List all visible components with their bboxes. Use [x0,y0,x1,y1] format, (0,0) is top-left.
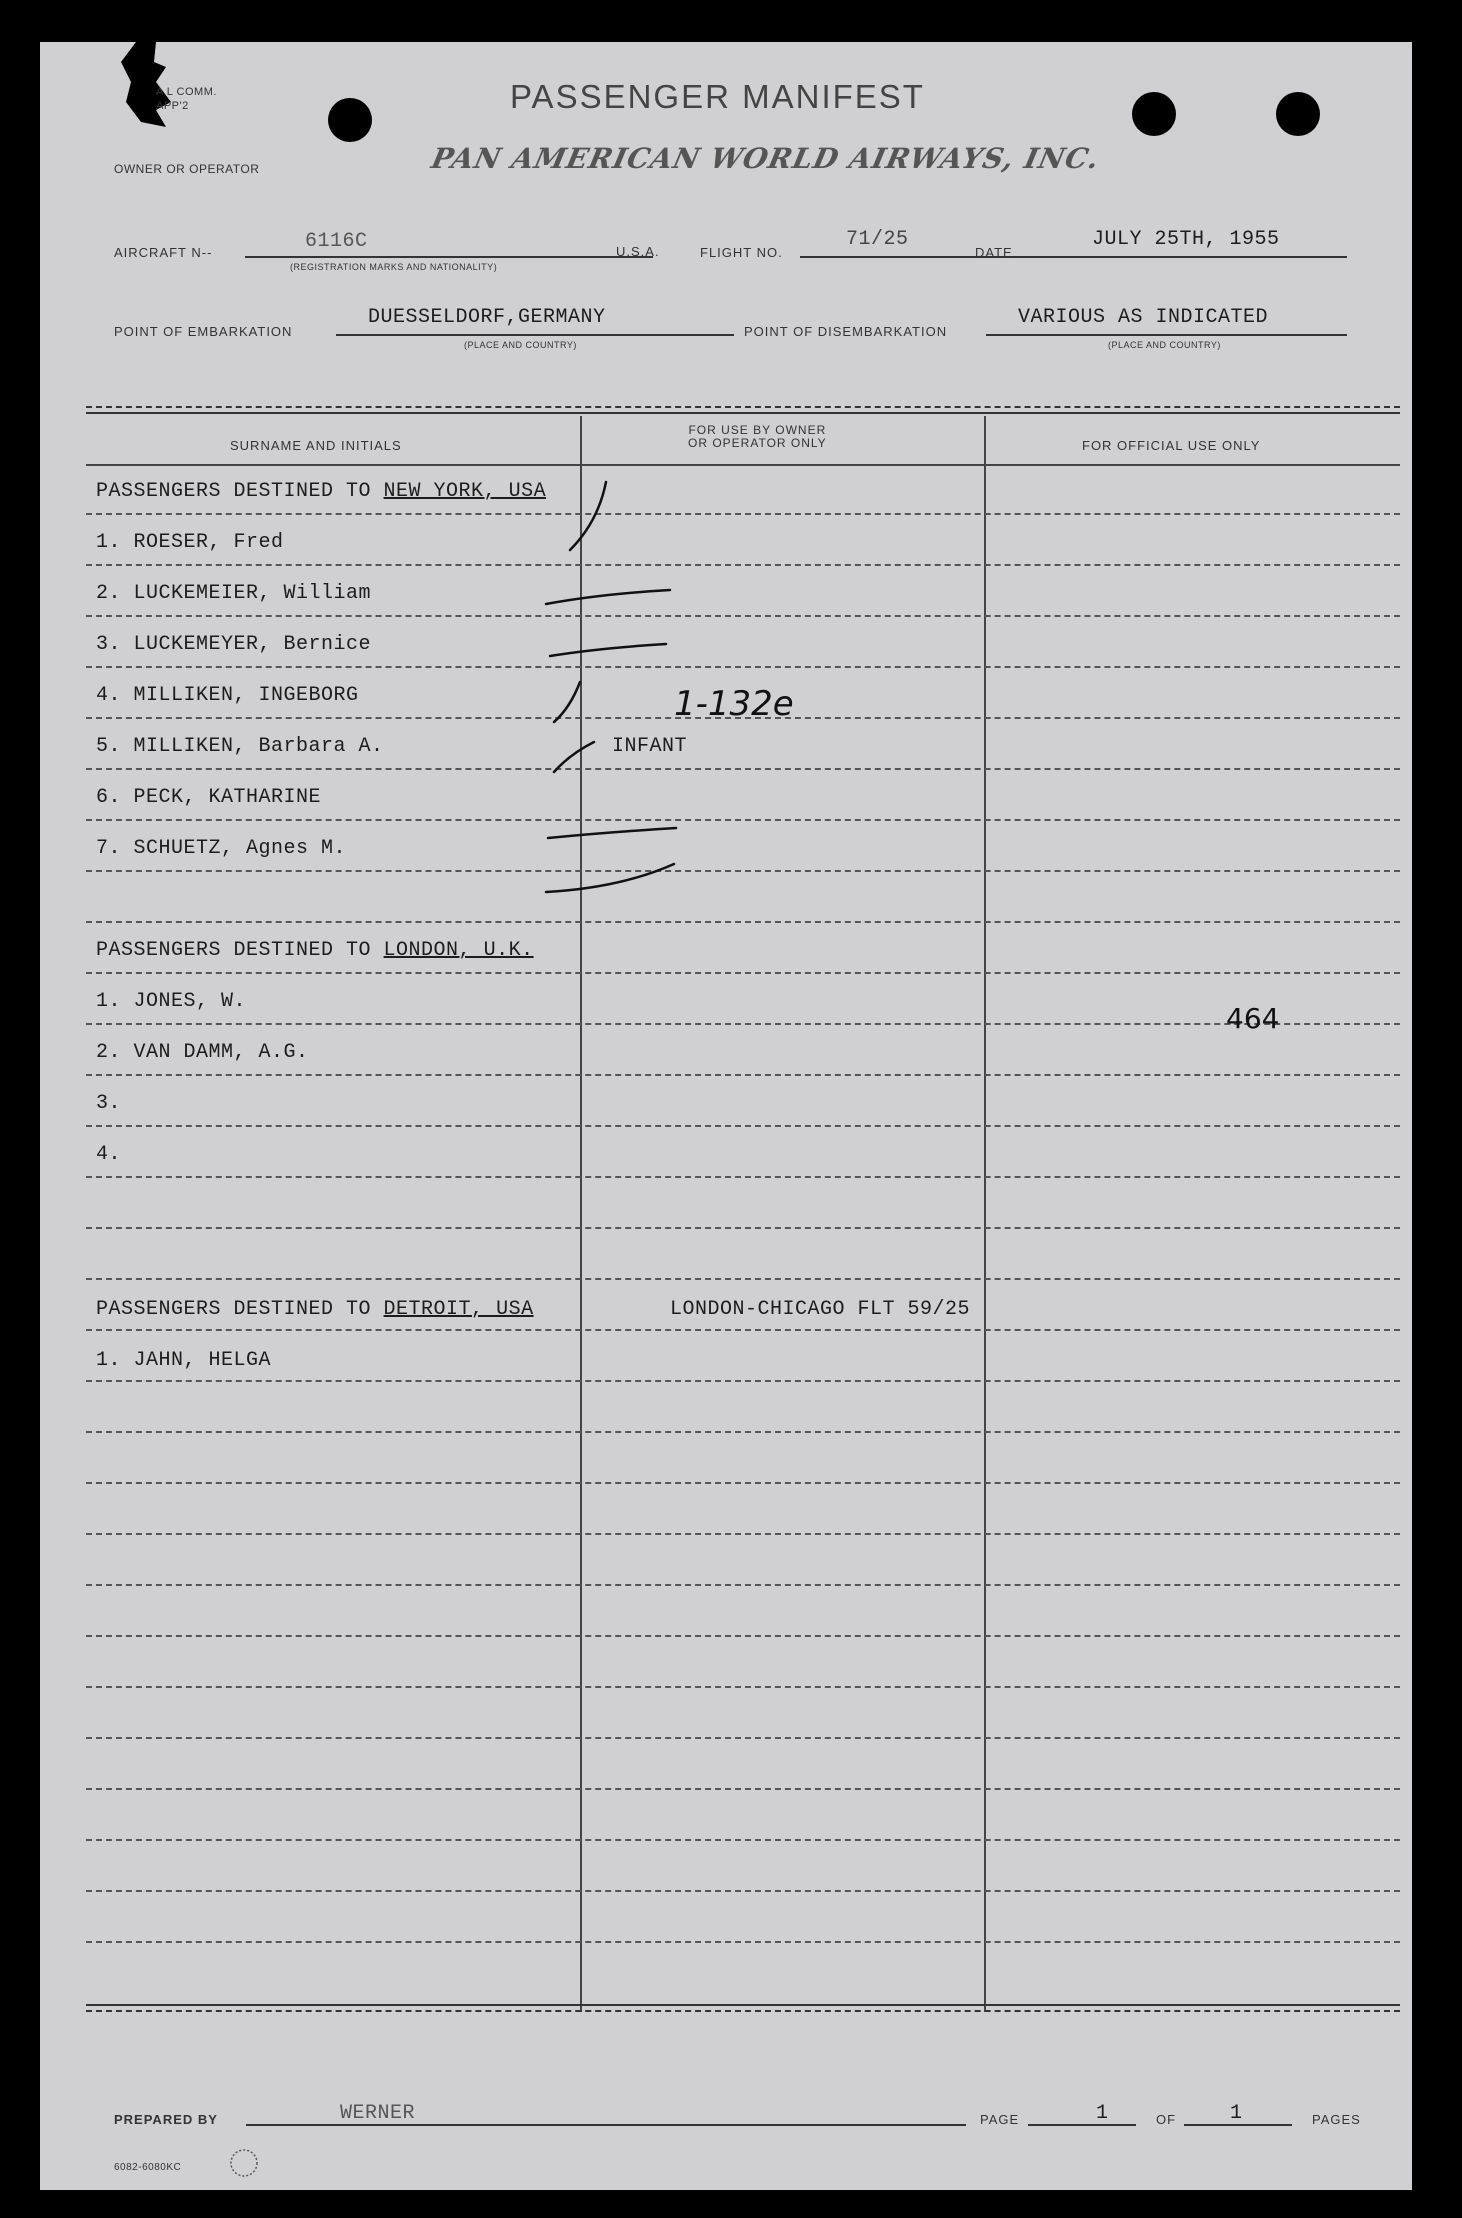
punch-hole-right [1276,92,1320,136]
infant-note: INFANT [612,735,688,758]
passenger-row: 1. ROESER, Fred [96,531,284,554]
group-prefix: PASSENGERS DESTINED TO [96,1298,384,1321]
group-heading-detroit [96,1298,534,1321]
form-approval-line2: APP'2 [156,100,189,112]
group-destination: NEW YORK, USA [383,480,547,503]
embarkation-caption: (PLACE AND COUNTRY) [464,340,577,350]
col-header-owner-line2: OR OPERATOR ONLY [688,436,827,450]
date-label: DATE [975,245,1013,260]
form-approval-line1: A L COMM. [156,86,217,98]
flight-number: 71/25 [846,228,909,251]
of-label: OF [1156,2112,1177,2127]
passenger-row: 3. LUCKEMEYER, Bernice [96,633,372,656]
page-label: PAGE [980,2112,1020,2127]
embarkation-value: DUESSELDORF,GERMANY [368,306,606,329]
connection-note: LONDON-CHICAGO FLT 59/25 [670,1298,971,1321]
passenger-row: 4. [96,1143,122,1166]
flight-label: FLIGHT NO. [700,245,783,260]
passenger-row: 7. SCHUETZ, Agnes M. [96,837,347,860]
aircraft-number: 6116C [305,230,368,253]
col-divider-2 [984,416,986,2012]
group-prefix: PASSENGERS DESTINED TO [96,480,384,503]
pages-label: PAGES [1312,2112,1361,2127]
group-heading-london [96,939,534,962]
usa-label: U.S.A. [616,244,660,259]
aircraft-caption: (REGISTRATION MARKS AND NATIONALITY) [290,262,498,272]
passenger-row: 3. [96,1092,122,1115]
printed-seal-icon [224,2146,264,2180]
owner-label: OWNER OR OPERATOR [114,162,260,176]
prepared-by-label: PREPARED BY [114,2112,218,2127]
passenger-row: 1. JAHN, HELGA [96,1349,272,1372]
date-value: JULY 25TH, 1955 [1092,228,1280,251]
page-total: 1 [1230,2102,1243,2125]
official-note: 464 [1226,1002,1280,1035]
form-number: 6082-6080KC [114,2162,182,2173]
punch-hole-left [328,98,372,142]
passenger-row: 4. MILLIKEN, INGEBORG [96,684,359,707]
page-number: 1 [1096,2102,1109,2125]
col-header-surname: SURNAME AND INITIALS [230,438,402,453]
handwritten-note: 1-132e [674,684,794,724]
embarkation-label: POINT OF EMBARKATION [114,324,293,339]
col-header-owner-line1: FOR USE BY OWNER [688,423,827,437]
manifest-page [40,42,1412,2190]
group-heading-new-york [96,480,546,503]
passenger-row: 6. PECK, KATHARINE [96,786,322,809]
prepared-by-value: WERNER [340,2102,416,2125]
punch-hole-mid [1132,92,1176,136]
passenger-row: 1. JONES, W. [96,990,247,1013]
col-header-owner [688,424,827,450]
passenger-row: 2. LUCKEMEIER, William [96,582,372,605]
passenger-row: 2. VAN DAMM, A.G. [96,1041,309,1064]
passenger-row: 5. MILLIKEN, Barbara A. [96,735,384,758]
group-prefix: PASSENGERS DESTINED TO [96,939,384,962]
col-header-official: FOR OFFICIAL USE ONLY [1082,438,1261,453]
disembarkation-value: VARIOUS AS INDICATED [1018,306,1269,329]
aircraft-label: AIRCRAFT N-- [114,245,213,260]
disembarkation-caption: (PLACE AND COUNTRY) [1108,340,1221,350]
disembarkation-label: POINT OF DISEMBARKATION [744,324,948,339]
operator-name: PAN AMERICAN WORLD AIRWAYS, INC. [428,142,1103,175]
page-title: PASSENGER MANIFEST [510,78,925,115]
group-destination: LONDON, U.K. [383,939,534,962]
group-destination: DETROIT, USA [383,1298,534,1321]
